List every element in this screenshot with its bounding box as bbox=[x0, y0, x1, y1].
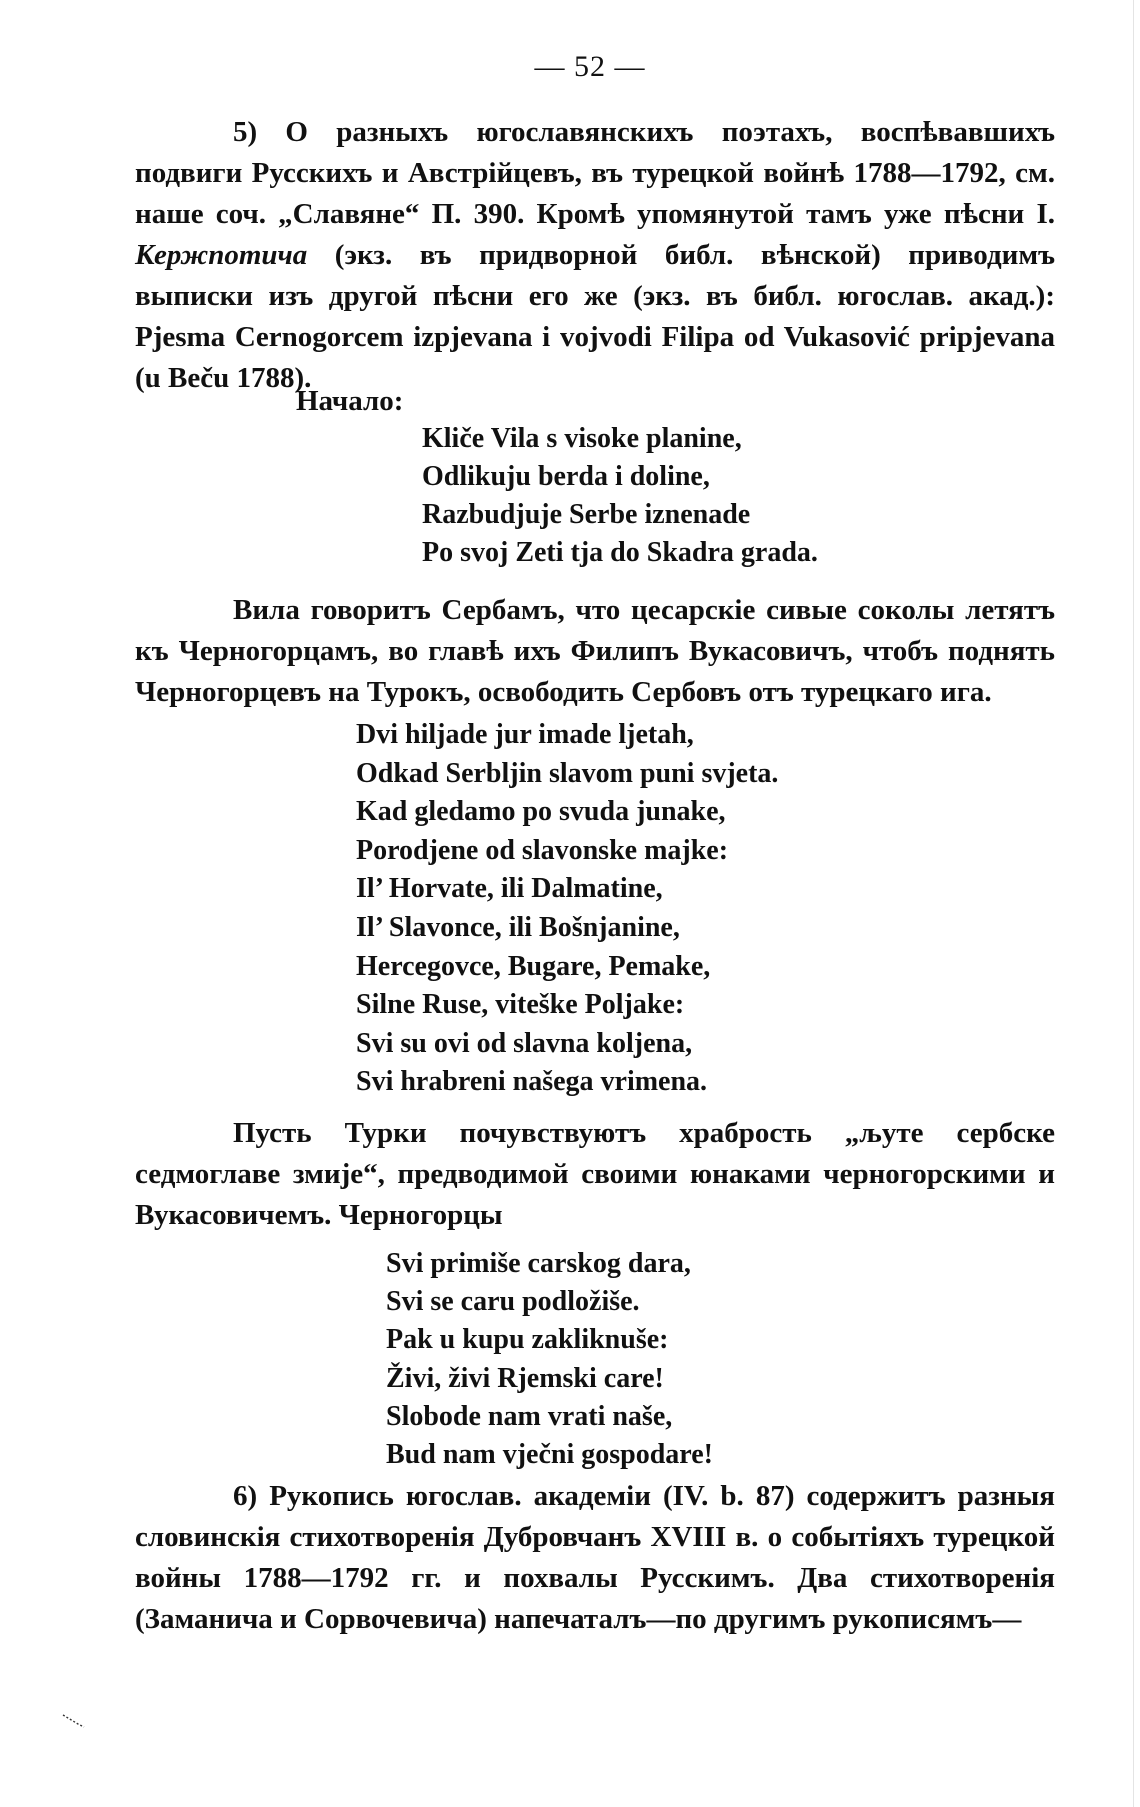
verse-line: Svi su ovi od slavna koljena, bbox=[356, 1027, 693, 1059]
verse-line: Bud nam vječni gospodare! bbox=[386, 1439, 713, 1471]
verse-line: Il’ Horvate, ili Dalmatine, bbox=[356, 873, 663, 905]
verse-line: Slobode nam vrati naše, bbox=[386, 1400, 673, 1432]
page-edge-line bbox=[1133, 0, 1134, 1807]
paragraph-5-italic-name: Кержпотича bbox=[135, 239, 308, 271]
verse-line: Odkad Serbljin slavom puni svjeta. bbox=[356, 757, 779, 789]
verse-line: Svi hrabreni našega vrimena. bbox=[356, 1066, 708, 1098]
paragraph-turki bbox=[135, 1113, 1055, 1236]
verse-line: Porodjene od slavonske majke: bbox=[356, 834, 729, 866]
paragraph-turki-text: Пусть Турки почувствуютъ храбрость „љуте сербске седмоглаве змије“, предводимой своими юнаками черногорскими и Вукасовичемъ. Черногорцы bbox=[135, 1117, 1055, 1231]
verse-line: Hercegovce, Bugare, Pemake, bbox=[356, 950, 711, 982]
nachalo-label: Начало: bbox=[296, 385, 404, 417]
verse-line: Razbudjuje Serbe iznenade bbox=[422, 499, 751, 530]
paragraph-5 bbox=[135, 112, 1055, 399]
verse-line: Dvi hiljade jur imade ljetah, bbox=[356, 719, 694, 750]
verse-line: Svi primiše carskog dara, bbox=[386, 1248, 691, 1279]
verse-block-1 bbox=[422, 420, 818, 572]
verse-line: Kad gledamo po svuda junake, bbox=[356, 796, 726, 828]
verse-line: Il’ Slavonce, ili Bošnjanine, bbox=[356, 911, 680, 943]
paragraph-6-text: 6) Рукопись югослав. академіи (IV. b. 87) содержитъ разныя словинскія стихотворенія Дубровчанъ XVIII в. о событіяхъ турецкой войны 1788—1792 гг. и похвалы Русскимъ. Два стихотворенія (Заманича и Сорвочевича) напечаталъ—по другимъ рукописямъ— bbox=[135, 1480, 1055, 1635]
verse-block-2 bbox=[356, 716, 778, 1102]
verse-line: Po svoj Zeti tja do Skadra grada. bbox=[422, 537, 818, 568]
verse-line: Svi se caru podložiše. bbox=[386, 1286, 640, 1318]
page-number: — 52 — bbox=[534, 50, 646, 83]
paragraph-vila bbox=[135, 590, 1055, 713]
verse-line: Odlikuju berda i doline, bbox=[422, 461, 710, 492]
verse-line: Pak u kupu zakliknuše: bbox=[386, 1324, 669, 1356]
verse-block-3 bbox=[386, 1245, 713, 1474]
verse-line: Živi, živi Rjemski care! bbox=[386, 1362, 664, 1394]
paragraph-6 bbox=[135, 1476, 1055, 1640]
verse-line: Kliče Vila s visoke planine, bbox=[422, 423, 742, 454]
paragraph-5-text-a: 5) О разныхъ югославянскихъ поэтахъ, воспѣвавшихъ подвиги Русскихъ и Австрійцевъ, въ турецкой войнѣ 1788—1792, см. наше соч. „Славяне“ П. 390. Кромѣ упомянутой тамъ уже пѣсни I. bbox=[135, 116, 1055, 230]
scan-speck-mark bbox=[62, 1713, 88, 1729]
verse-line: Silne Ruse, viteške Poljake: bbox=[356, 989, 685, 1021]
paragraph-vila-text: Вила говоритъ Сербамъ, что цесарскіе сивые соколы летятъ къ Черногорцамъ, во главѣ ихъ Филипъ Вукасовичъ, чтобъ поднять Черногорцевъ на Турокъ, освободить Сербовъ отъ турецкаго ига. bbox=[135, 594, 1055, 708]
paragraph-5-text-b: (экз. въ придворной библ. вѣнской) приводимъ выписки изъ другой пѣсни его же (экз. въ библ. югослав. акад.): Pjesma Cernogorcem izpjevana i vojvodi Filipa od Vukasović pripjevana (u Beču 1788). bbox=[135, 239, 1055, 394]
